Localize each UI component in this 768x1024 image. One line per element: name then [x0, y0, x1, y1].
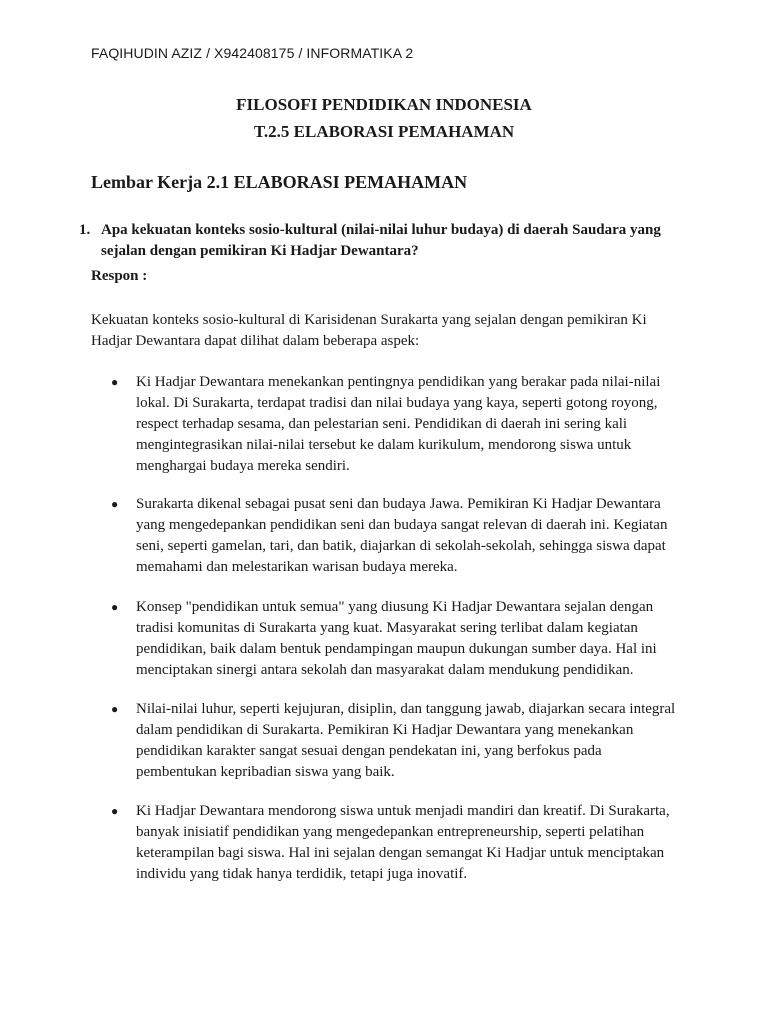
list-item-text: Nilai-nilai luhur, seperti kejujuran, disiplin, dan tanggung jawab, diajarkan secara integral dalam pendidikan di Surakarta. Pemikiran Ki Hadjar Dewantara yang menekankan pendidikan karakter sangat sesuai dengan pendekatan ini, yang berfokus pada pembentukan kepribadian siswa yang baik.: [136, 701, 676, 780]
question-item: [79, 220, 679, 262]
bullet-icon: ●: [111, 497, 119, 511]
bullet-icon: ●: [111, 375, 119, 389]
list-item-text: Ki Hadjar Dewantara menekankan pentingnya pendidikan yang berakar pada nilai-nilai lokal. Di Surakarta, terdapat tradisi dan nilai budaya yang kaya, seperti gotong royong, respect terhadap sesama, dan pelestarian seni. Pendidikan di daerah ini sering kali mengintegrasikan nilai-nilai tersebut ke dalam kurikulum, mendorong siswa untuk menghargai budaya mereka sendiri.: [136, 374, 661, 474]
question-text: Apa kekuatan konteks sosio-kultural (nilai-nilai luhur budaya) di daerah Saudara yang sejalan dengan pemikiran Ki Hadjar Dewantara?: [101, 222, 661, 259]
list-item: [111, 699, 681, 783]
response-label: Respon :: [91, 268, 148, 284]
list-item: [111, 801, 681, 885]
list-item: [111, 597, 681, 681]
list-item-text: Surakarta dikenal sebagai pusat seni dan budaya Jawa. Pemikiran Ki Hadjar Dewantara yang mengedepankan pendidikan seni dan budaya sangat relevan di daerah ini. Kegiatan seni, seperti gamelan, tari, dan batik, diajarkan di sekolah-sekolah, sehingga siswa dapat memahami dan melestarikan warisan budaya mereka.: [136, 496, 668, 575]
intro-paragraph: Kekuatan konteks sosio-kultural di Karisidenan Surakarta yang sejalan dengan pemikiran Ki Hadjar Dewantara dapat dilihat dalam beberapa aspek:: [91, 312, 647, 349]
worksheet-heading: Lembar Kerja 2.1 ELABORASI PEMAHAMAN: [91, 172, 468, 192]
author-header: FAQIHUDIN AZIZ / X942408175 / INFORMATIKA 2: [91, 45, 414, 61]
bullet-icon: ●: [111, 702, 119, 716]
list-item: [111, 494, 681, 578]
bullet-icon: ●: [111, 600, 119, 614]
list-item-text: Ki Hadjar Dewantara mendorong siswa untuk menjadi mandiri dan kreatif. Di Surakarta, banyak inisiatif pendidikan yang mengedepankan entrepreneurship, seperti pelatihan keterampilan bagi siswa. Hal ini sejalan dengan semangat Ki Hadjar untuk menciptakan individu yang tidak hanya terdidik, tetapi juga inovatif.: [136, 803, 670, 882]
list-item: [111, 372, 681, 477]
list-item-text: Konsep "pendidikan untuk semua" yang diusung Ki Hadjar Dewantara sejalan dengan tradisi komunitas di Surakarta yang kuat. Masyarakat sering terlibat dalam kegiatan pendidikan, baik dalam bentuk pendampingan maupun dukungan sumber daya. Hal ini menciptakan sinergi antara sekolah dan masyarakat dalam mendukung pendidikan.: [136, 599, 657, 678]
bullet-icon: ●: [111, 804, 119, 818]
document-subtitle: T.2.5 ELABORASI PEMAHAMAN: [253, 122, 515, 141]
question-number: 1.: [79, 222, 91, 238]
document-title: FILOSOFI PENDIDIKAN INDONESIA: [236, 95, 532, 114]
